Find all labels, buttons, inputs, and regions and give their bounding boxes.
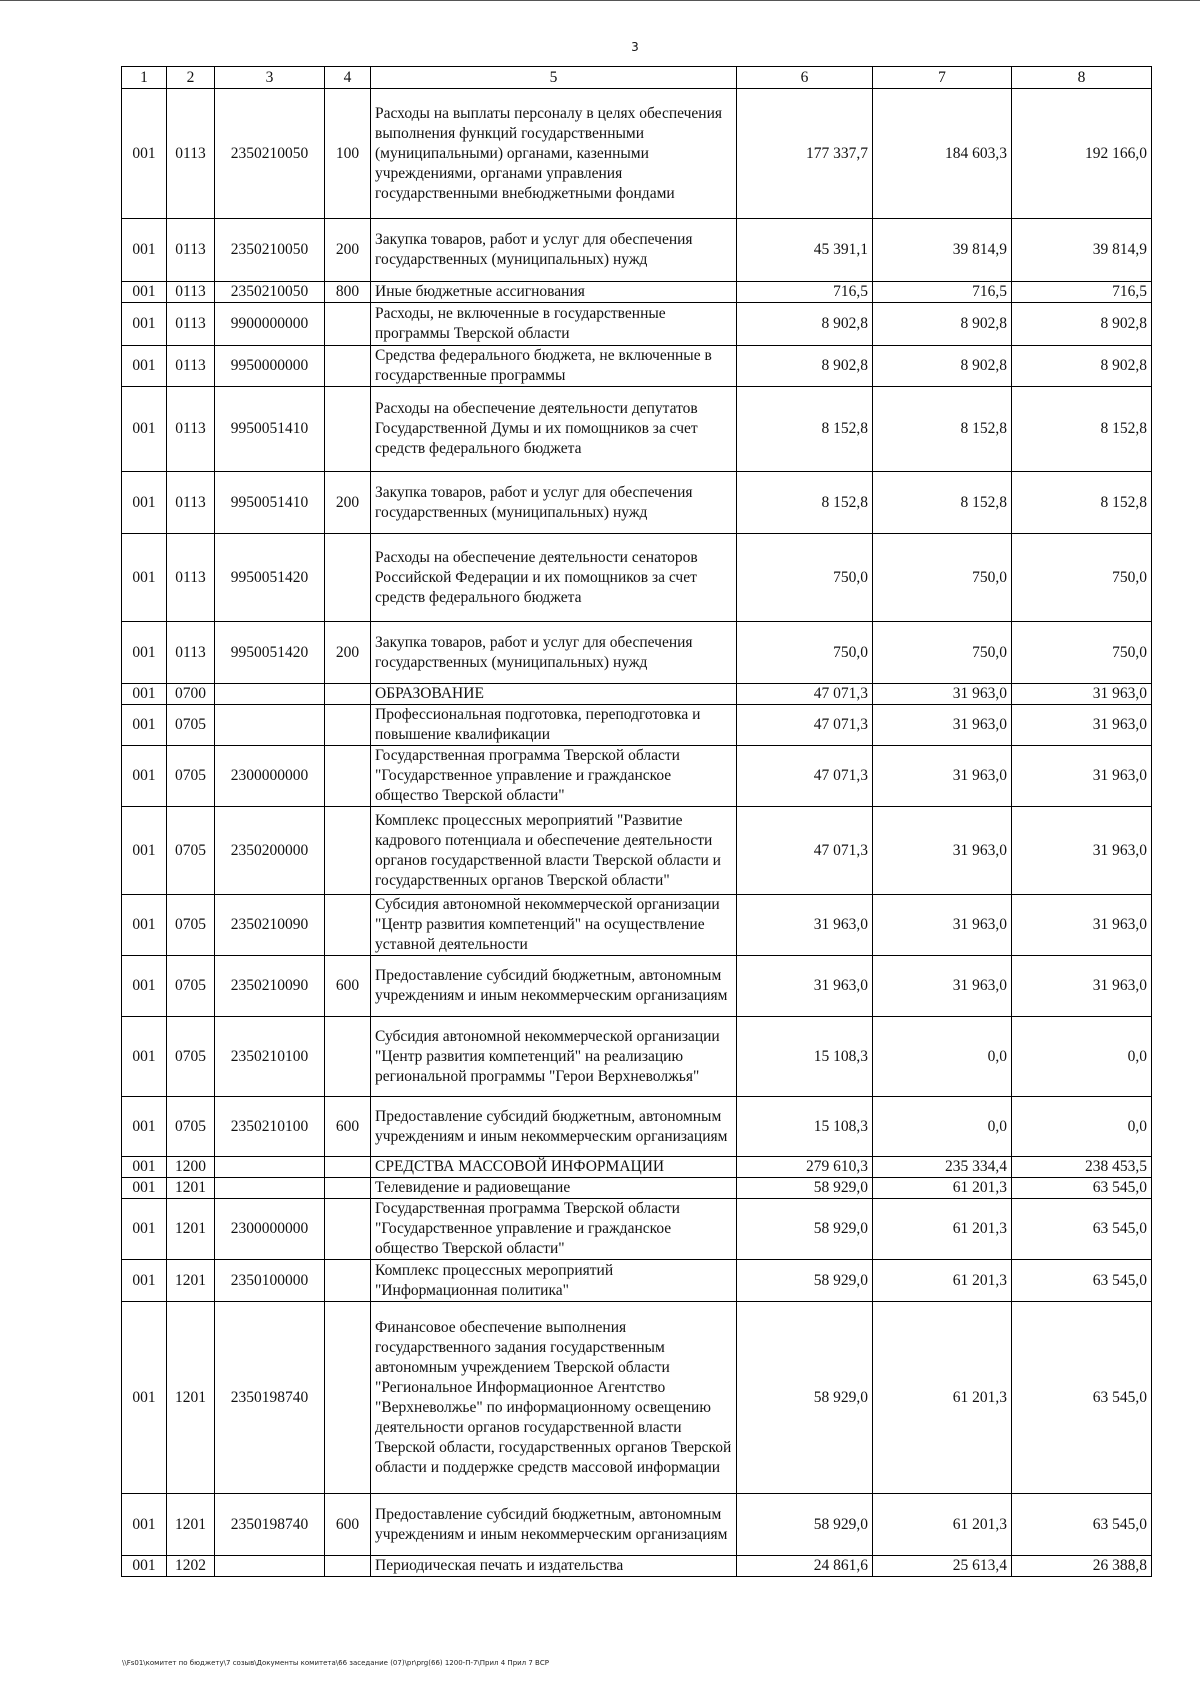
cell-amount-col6: 47 071,3: [737, 684, 873, 705]
cell-amount-col8: 31 963,0: [1012, 895, 1152, 956]
cell-code-target: 2350210050: [215, 219, 325, 282]
cell-amount-col6: 8 152,8: [737, 387, 873, 472]
budget-table: [121, 66, 1152, 1577]
cell-code-target: 2350210090: [215, 895, 325, 956]
cell-amount-col8: 31 963,0: [1012, 807, 1152, 895]
column-header: 5: [371, 67, 737, 89]
cell-code-ministry: 001: [122, 956, 167, 1017]
cell-code-section: 0705: [167, 705, 215, 746]
column-header: 2: [167, 67, 215, 89]
cell-amount-col7: 31 963,0: [873, 807, 1012, 895]
cell-code-ministry: 001: [122, 1097, 167, 1157]
cell-description: ОБРАЗОВАНИЕ: [371, 684, 737, 705]
cell-amount-col6: 47 071,3: [737, 746, 873, 807]
table-row: [122, 89, 1152, 219]
cell-code-ministry: 001: [122, 1157, 167, 1178]
cell-description: Расходы на выплаты персоналу в целях обеспечения выполнения функций государственными (муниципальными) органами, казенными учреждениями, органами управления государственными внебюджетными фондами: [371, 89, 737, 219]
cell-code-section: 0113: [167, 622, 215, 684]
cell-code-ministry: 001: [122, 387, 167, 472]
cell-code-section: 1201: [167, 1178, 215, 1199]
cell-code-expense-type: 600: [325, 1494, 371, 1556]
cell-code-ministry: 001: [122, 1302, 167, 1494]
column-header: 8: [1012, 67, 1152, 89]
cell-code-ministry: 001: [122, 89, 167, 219]
cell-amount-col7: 61 201,3: [873, 1302, 1012, 1494]
cell-amount-col6: 31 963,0: [737, 956, 873, 1017]
cell-code-section: 1201: [167, 1494, 215, 1556]
cell-amount-col7: 61 201,3: [873, 1199, 1012, 1260]
cell-description: Периодическая печать и издательства: [371, 1556, 737, 1577]
cell-code-expense-type: [325, 1199, 371, 1260]
cell-code-target: [215, 1157, 325, 1178]
cell-code-expense-type: 200: [325, 219, 371, 282]
table-row: [122, 282, 1152, 303]
cell-amount-col7: 25 613,4: [873, 1556, 1012, 1577]
cell-code-ministry: 001: [122, 219, 167, 282]
cell-code-target: 9950051420: [215, 622, 325, 684]
cell-amount-col8: 238 453,5: [1012, 1157, 1152, 1178]
cell-amount-col6: 15 108,3: [737, 1097, 873, 1157]
cell-code-section: 1202: [167, 1556, 215, 1577]
cell-code-ministry: 001: [122, 1260, 167, 1302]
cell-code-target: 2350210050: [215, 89, 325, 219]
cell-code-target: 2350200000: [215, 807, 325, 895]
cell-amount-col6: 58 929,0: [737, 1260, 873, 1302]
cell-code-expense-type: [325, 1178, 371, 1199]
cell-code-target: [215, 684, 325, 705]
column-header: 1: [122, 67, 167, 89]
cell-description: Расходы, не включенные в государственные программы Тверской области: [371, 303, 737, 346]
cell-code-ministry: 001: [122, 705, 167, 746]
cell-amount-col7: 750,0: [873, 534, 1012, 622]
cell-code-section: 0113: [167, 219, 215, 282]
column-header: 6: [737, 67, 873, 89]
table-row: [122, 1017, 1152, 1097]
table-row: [122, 219, 1152, 282]
cell-code-expense-type: 100: [325, 89, 371, 219]
cell-code-section: 0113: [167, 346, 215, 387]
cell-code-section: 0705: [167, 807, 215, 895]
cell-code-ministry: 001: [122, 746, 167, 807]
table-row: [122, 534, 1152, 622]
cell-amount-col6: 47 071,3: [737, 705, 873, 746]
cell-code-expense-type: [325, 746, 371, 807]
cell-code-target: 2350210090: [215, 956, 325, 1017]
cell-code-section: 0705: [167, 1017, 215, 1097]
page-number: 3: [631, 40, 639, 54]
cell-code-ministry: 001: [122, 534, 167, 622]
cell-code-ministry: 001: [122, 472, 167, 534]
cell-amount-col8: 8 152,8: [1012, 387, 1152, 472]
cell-code-ministry: 001: [122, 282, 167, 303]
cell-amount-col8: 192 166,0: [1012, 89, 1152, 219]
table-row: [122, 1494, 1152, 1556]
cell-code-ministry: 001: [122, 346, 167, 387]
cell-amount-col6: 750,0: [737, 534, 873, 622]
cell-code-target: 9950051410: [215, 387, 325, 472]
cell-amount-col8: 716,5: [1012, 282, 1152, 303]
cell-amount-col6: 24 861,6: [737, 1556, 873, 1577]
cell-amount-col6: 58 929,0: [737, 1302, 873, 1494]
cell-description: Закупка товаров, работ и услуг для обеспечения государственных (муниципальных) нужд: [371, 219, 737, 282]
cell-code-target: 2350100000: [215, 1260, 325, 1302]
column-header: 4: [325, 67, 371, 89]
cell-code-ministry: 001: [122, 1178, 167, 1199]
cell-description: Комплекс процессных мероприятий "Информационная политика": [371, 1260, 737, 1302]
cell-amount-col6: 47 071,3: [737, 807, 873, 895]
cell-code-section: 0705: [167, 895, 215, 956]
file-path-footer: \\Fs01\комитет по бюджету\7 созыв\Документы комитета\66 заседание (07)\pr\prg(66) 1200-П-7\Прил 4 Прил 7 ВСР: [122, 1659, 549, 1667]
cell-amount-col8: 63 545,0: [1012, 1199, 1152, 1260]
cell-code-expense-type: [325, 1260, 371, 1302]
cell-code-section: 0113: [167, 472, 215, 534]
scan-edge: [0, 0, 1200, 1]
cell-amount-col8: 750,0: [1012, 622, 1152, 684]
cell-amount-col7: 61 201,3: [873, 1494, 1012, 1556]
cell-description: Комплекс процессных мероприятий "Развитие кадрового потенциала и обеспечение деятельности органов государственной власти Тверской области и государственных органов Тверской области": [371, 807, 737, 895]
cell-amount-col6: 8 902,8: [737, 303, 873, 346]
cell-code-target: 2350210100: [215, 1097, 325, 1157]
cell-amount-col7: 31 963,0: [873, 705, 1012, 746]
cell-code-target: [215, 1556, 325, 1577]
cell-amount-col6: 58 929,0: [737, 1199, 873, 1260]
cell-code-ministry: 001: [122, 807, 167, 895]
cell-amount-col7: 61 201,3: [873, 1260, 1012, 1302]
cell-code-ministry: 001: [122, 622, 167, 684]
cell-code-target: 2350210050: [215, 282, 325, 303]
cell-amount-col8: 63 545,0: [1012, 1260, 1152, 1302]
cell-code-section: 0705: [167, 1097, 215, 1157]
cell-description: Государственная программа Тверской области "Государственное управление и гражданское общество Тверской области": [371, 1199, 737, 1260]
cell-amount-col8: 31 963,0: [1012, 746, 1152, 807]
cell-amount-col8: 31 963,0: [1012, 684, 1152, 705]
cell-code-expense-type: [325, 1556, 371, 1577]
cell-code-ministry: 001: [122, 303, 167, 346]
cell-amount-col8: 31 963,0: [1012, 956, 1152, 1017]
cell-amount-col7: 0,0: [873, 1017, 1012, 1097]
cell-amount-col8: 63 545,0: [1012, 1494, 1152, 1556]
cell-amount-col6: 58 929,0: [737, 1178, 873, 1199]
cell-description: Предоставление субсидий бюджетным, автономным учреждениям и иным некоммерческим организациям: [371, 956, 737, 1017]
cell-code-target: 2300000000: [215, 1199, 325, 1260]
cell-description: Расходы на обеспечение деятельности сенаторов Российской Федерации и их помощников за счет средств федерального бюджета: [371, 534, 737, 622]
cell-code-section: 0113: [167, 303, 215, 346]
cell-amount-col6: 58 929,0: [737, 1494, 873, 1556]
cell-code-expense-type: 800: [325, 282, 371, 303]
table-row: [122, 1302, 1152, 1494]
cell-code-section: 0705: [167, 746, 215, 807]
cell-description: Субсидия автономной некоммерческой организации "Центр развития компетенций" на реализацию региональной программы "Герои Верхневолжья": [371, 1017, 737, 1097]
cell-amount-col7: 750,0: [873, 622, 1012, 684]
cell-description: Расходы на обеспечение деятельности депутатов Государственной Думы и их помощников за счет средств федерального бюджета: [371, 387, 737, 472]
table-row: [122, 684, 1152, 705]
cell-code-section: 0113: [167, 282, 215, 303]
table-row: [122, 1260, 1152, 1302]
column-header: 7: [873, 67, 1012, 89]
cell-code-section: 0113: [167, 387, 215, 472]
cell-code-ministry: 001: [122, 895, 167, 956]
cell-code-target: 2350198740: [215, 1494, 325, 1556]
cell-code-expense-type: 200: [325, 622, 371, 684]
cell-description: Финансовое обеспечение выполнения государственного задания государственным автономным учреждением Тверской области "Региональное Информационное Агентство "Верхневолжье" по информационному освещению деятельности органов государственной власти Тверской области, государственных органов Тверской области и поддержке средств массовой информации: [371, 1302, 737, 1494]
cell-amount-col6: 31 963,0: [737, 895, 873, 956]
column-number-row: [122, 67, 1152, 89]
table-row: [122, 1157, 1152, 1178]
cell-description: Закупка товаров, работ и услуг для обеспечения государственных (муниципальных) нужд: [371, 472, 737, 534]
table-row: [122, 1178, 1152, 1199]
table-row: [122, 1199, 1152, 1260]
table-row: [122, 387, 1152, 472]
cell-code-section: 1201: [167, 1260, 215, 1302]
cell-code-target: 9950051410: [215, 472, 325, 534]
cell-description: Телевидение и радиовещание: [371, 1178, 737, 1199]
cell-amount-col8: 0,0: [1012, 1017, 1152, 1097]
cell-description: Государственная программа Тверской области "Государственное управление и гражданское общество Тверской области": [371, 746, 737, 807]
cell-amount-col6: 45 391,1: [737, 219, 873, 282]
table-row: [122, 705, 1152, 746]
cell-code-section: 0113: [167, 534, 215, 622]
cell-code-ministry: 001: [122, 1494, 167, 1556]
cell-amount-col8: 8 902,8: [1012, 346, 1152, 387]
table-row: [122, 472, 1152, 534]
cell-code-expense-type: [325, 303, 371, 346]
cell-code-expense-type: [325, 895, 371, 956]
cell-code-expense-type: [325, 705, 371, 746]
cell-amount-col6: 8 152,8: [737, 472, 873, 534]
cell-code-expense-type: [325, 807, 371, 895]
cell-code-expense-type: 600: [325, 1097, 371, 1157]
cell-description: СРЕДСТВА МАССОВОЙ ИНФОРМАЦИИ: [371, 1157, 737, 1178]
cell-amount-col6: 15 108,3: [737, 1017, 873, 1097]
cell-amount-col8: 63 545,0: [1012, 1302, 1152, 1494]
cell-amount-col7: 0,0: [873, 1097, 1012, 1157]
cell-description: Предоставление субсидий бюджетным, автономным учреждениям и иным некоммерческим организациям: [371, 1097, 737, 1157]
cell-amount-col6: 279 610,3: [737, 1157, 873, 1178]
cell-amount-col8: 31 963,0: [1012, 705, 1152, 746]
cell-amount-col6: 177 337,7: [737, 89, 873, 219]
cell-code-expense-type: [325, 534, 371, 622]
cell-code-section: 0700: [167, 684, 215, 705]
cell-code-ministry: 001: [122, 1017, 167, 1097]
cell-code-expense-type: [325, 1017, 371, 1097]
cell-amount-col7: 184 603,3: [873, 89, 1012, 219]
cell-code-expense-type: 200: [325, 472, 371, 534]
cell-amount-col6: 750,0: [737, 622, 873, 684]
table-row: [122, 303, 1152, 346]
table-row: [122, 895, 1152, 956]
column-header: 3: [215, 67, 325, 89]
cell-code-section: 0705: [167, 956, 215, 1017]
table-row: [122, 1556, 1152, 1577]
cell-amount-col7: 235 334,4: [873, 1157, 1012, 1178]
cell-description: Профессиональная подготовка, переподготовка и повышение квалификации: [371, 705, 737, 746]
cell-description: Предоставление субсидий бюджетным, автономным учреждениям и иным некоммерческим организациям: [371, 1494, 737, 1556]
cell-amount-col7: 61 201,3: [873, 1178, 1012, 1199]
cell-amount-col7: 39 814,9: [873, 219, 1012, 282]
cell-code-target: [215, 1178, 325, 1199]
cell-code-expense-type: [325, 684, 371, 705]
table-row: [122, 956, 1152, 1017]
cell-amount-col8: 8 152,8: [1012, 472, 1152, 534]
table-row: [122, 746, 1152, 807]
table-row: [122, 346, 1152, 387]
cell-description: Иные бюджетные ассигнования: [371, 282, 737, 303]
cell-code-expense-type: [325, 1157, 371, 1178]
cell-code-target: 9900000000: [215, 303, 325, 346]
cell-code-target: 2300000000: [215, 746, 325, 807]
table-row: [122, 1097, 1152, 1157]
cell-amount-col7: 8 902,8: [873, 346, 1012, 387]
cell-amount-col7: 31 963,0: [873, 684, 1012, 705]
cell-code-ministry: 001: [122, 1199, 167, 1260]
cell-code-ministry: 001: [122, 684, 167, 705]
cell-code-expense-type: [325, 387, 371, 472]
cell-code-target: [215, 705, 325, 746]
cell-amount-col7: 8 152,8: [873, 472, 1012, 534]
cell-amount-col8: 26 388,8: [1012, 1556, 1152, 1577]
table-row: [122, 807, 1152, 895]
cell-code-expense-type: [325, 346, 371, 387]
cell-code-expense-type: 600: [325, 956, 371, 1017]
cell-description: Закупка товаров, работ и услуг для обеспечения государственных (муниципальных) нужд: [371, 622, 737, 684]
cell-code-target: 2350210100: [215, 1017, 325, 1097]
cell-code-target: 9950051420: [215, 534, 325, 622]
cell-description: Субсидия автономной некоммерческой организации "Центр развития компетенций" на осуществление уставной деятельности: [371, 895, 737, 956]
cell-amount-col7: 716,5: [873, 282, 1012, 303]
cell-code-section: 1201: [167, 1199, 215, 1260]
cell-amount-col7: 31 963,0: [873, 746, 1012, 807]
cell-amount-col8: 63 545,0: [1012, 1178, 1152, 1199]
cell-code-section: 1200: [167, 1157, 215, 1178]
cell-amount-col8: 8 902,8: [1012, 303, 1152, 346]
cell-code-target: 9950000000: [215, 346, 325, 387]
cell-description: Средства федерального бюджета, не включенные в государственные программы: [371, 346, 737, 387]
cell-amount-col8: 0,0: [1012, 1097, 1152, 1157]
cell-amount-col7: 8 902,8: [873, 303, 1012, 346]
cell-amount-col6: 8 902,8: [737, 346, 873, 387]
cell-amount-col6: 716,5: [737, 282, 873, 303]
cell-amount-col7: 31 963,0: [873, 956, 1012, 1017]
cell-amount-col7: 8 152,8: [873, 387, 1012, 472]
table-row: [122, 622, 1152, 684]
cell-amount-col7: 31 963,0: [873, 895, 1012, 956]
cell-amount-col8: 750,0: [1012, 534, 1152, 622]
cell-code-section: 1201: [167, 1302, 215, 1494]
cell-code-ministry: 001: [122, 1556, 167, 1577]
cell-code-target: 2350198740: [215, 1302, 325, 1494]
cell-code-section: 0113: [167, 89, 215, 219]
cell-amount-col8: 39 814,9: [1012, 219, 1152, 282]
cell-code-expense-type: [325, 1302, 371, 1494]
